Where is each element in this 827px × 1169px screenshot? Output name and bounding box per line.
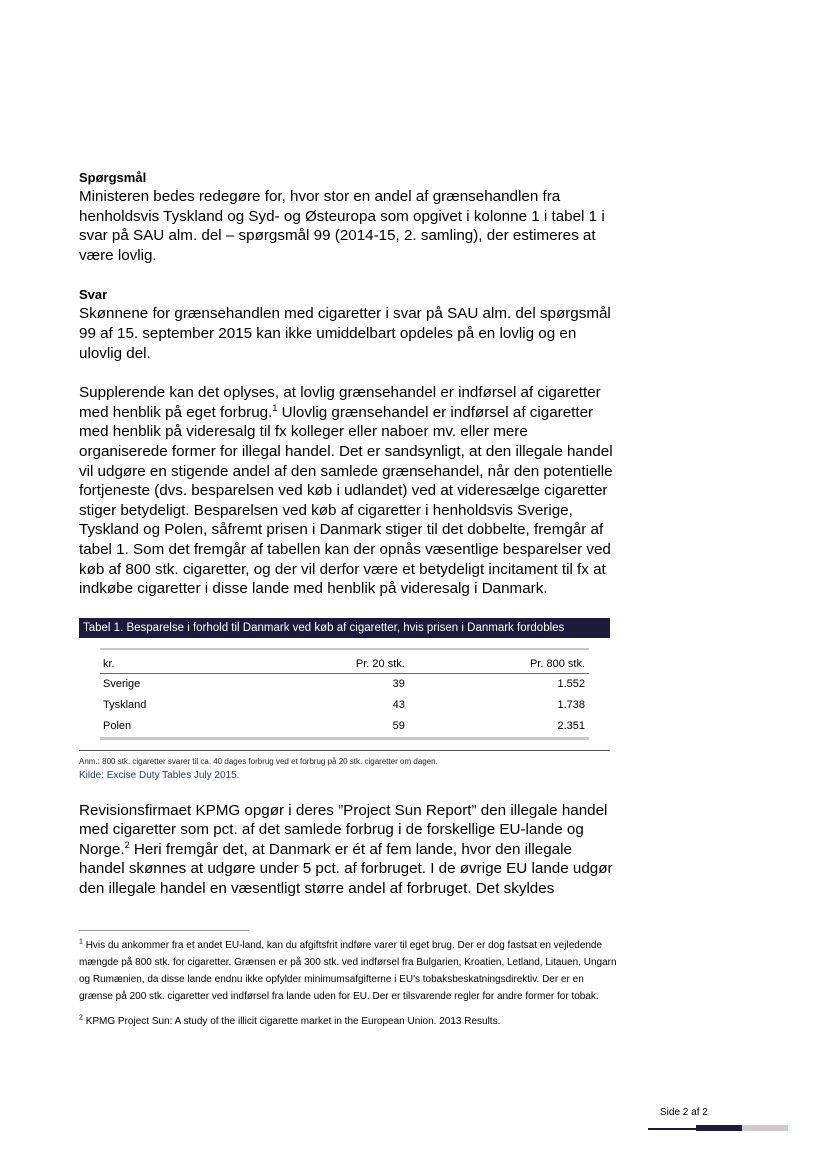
value-cell: 2.351 xyxy=(409,716,589,739)
country-cell: Sverige xyxy=(103,677,141,690)
table-row xyxy=(100,673,589,695)
paragraph-2-part-a: Supplerende kan det oplyses, at lovlig grænsehandel er indførsel af cigaretter med henblik på eget forbrug. xyxy=(79,384,601,421)
question-text: Ministeren bedes redegøre for, hvor stor en andel af grænsehandlen fra henholdsvis Tyskland og Syd- og Østeuropa som opgivet i kolonne 1 i tabel 1 i svar på SAU alm. del – spørgsmål 99 (2014-15, 2. samling), der estimeres at være lovlig. xyxy=(79,188,605,264)
footnotes xyxy=(79,937,619,1038)
footnote-text: KPMG Project Sun: A study of the illicit cigarette market in the European Union. 2013 Results. xyxy=(85,1016,501,1027)
main-content xyxy=(79,168,614,899)
footnote-number: 2 xyxy=(79,1014,83,1022)
table-row xyxy=(100,695,589,716)
value-cell: 59 xyxy=(246,716,408,739)
column-header-currency: kr. xyxy=(100,649,246,674)
footnote-text: Hvis du ankommer fra et andet EU-land, kan du afgiftsfrit indføre varer til eget brug. Der er dog fastsat en vejledende mængde på 800 stk. for cigaretter. Grænsen er på 300 stk. ved indførsel fra Bulgarien, Kroatien, Letland, Litauen, Ungarn og Rumænien, da disse lande endnu ikke opfylder minimumsafgifterne i EU's tobaksbeskatningsdirektiv. Der er en grænse på 200 stk. cigaretter ved indførsel fra lande uden for EU. Der er tilsvarende regler for andre former for tobak. xyxy=(79,940,617,1002)
footnote-number: 1 xyxy=(79,938,83,946)
country-cell: Polen xyxy=(100,716,246,739)
value-cell: 43 xyxy=(392,698,405,711)
country-cell: Tyskland xyxy=(103,698,147,711)
table-row xyxy=(100,716,589,739)
paragraph-3-part-a: Revisionsfirmaet KPMG opgør i deres ”Project Sun Report” den illegale handel med cigaretter som pct. af det samlede forbrug i de forskellige EU-lande og Norge. xyxy=(79,801,608,858)
footnote-2 xyxy=(79,1013,619,1030)
footnote-ref-2[interactable]: 2 xyxy=(124,839,130,850)
value-cell: 1.738 xyxy=(557,698,585,711)
footnote-1 xyxy=(79,937,619,1005)
answer-heading: Svar xyxy=(79,287,108,303)
table-header-row xyxy=(100,649,589,674)
table-title: Tabel 1. Besparelse i forhold til Danmark ved køb af cigaretter, hvis prisen i Danmark fordobles xyxy=(79,618,610,638)
answer-paragraph-3 xyxy=(79,801,614,899)
column-header-per-20: Pr. 20 stk. xyxy=(246,649,408,674)
value-cell: 39 xyxy=(392,677,405,690)
answer-paragraph-1: Skønnene for grænsehandlen med cigaretter i svar på SAU alm. del spørgsmål 99 af 15. september 2015 kan ikke umiddelbart opdeles på en lovlig og en ulovlig del. xyxy=(79,305,611,362)
page-number: Side 2 af 2 xyxy=(660,1107,708,1118)
footer-bar-segment xyxy=(648,1128,696,1130)
table-source: Kilde: Excise Duty Tables July 2015. xyxy=(79,769,240,781)
footer-bar-segment xyxy=(696,1125,742,1131)
footnote-ref-1[interactable]: 1 xyxy=(272,402,278,413)
value-cell: 1.552 xyxy=(557,677,585,690)
footnote-divider xyxy=(79,930,249,931)
answer-paragraph-2 xyxy=(79,383,614,599)
footer-bar-segment xyxy=(742,1125,788,1131)
column-header-per-800: Pr. 800 stk. xyxy=(409,649,589,674)
table-note: Anm.: 800 stk. cigaretter svarer til ca. 40 dages forbrug ved et forbrug på 20 stk. cigaretter om dagen. xyxy=(79,756,438,766)
paragraph-2-part-b: Ulovlig grænsehandel er indførsel af cigaretter med henblik på videresalg til fx kolleger eller naboer mv. eller mere organiserede former for illegal handel. Det er sandsynligt, at den illegale handel vil udgøre en stigende andel af den samlede grænsehandel, når den potentielle fortjeneste (dvs. besparelsen ved køb i udlandet) ved at videresælge cigaretter stiger betydeligt. Besparelsen ved køb af cigaretter i henholdsvis Sverige, Tyskland og Polen, såfremt prisen i Danmark stiger til det dobbelte, fremgår af tabel 1. Som det fremgår af tabellen kan der opnås væsentlige besparelser ved køb af 800 stk. cigaretter, og der vil derfor være et betydeligt incitament til fx at indkøbe cigaretter i disse lande med henblik på videresalg i Danmark. xyxy=(79,403,613,598)
question-heading: Spørgsmål xyxy=(79,170,147,185)
paragraph-3-part-b: Heri fremgår det, at Danmark er ét af fem lande, hvor den illegale handel skønnes at udgøre under 5 pct. af forbruget. I de øvrige EU lande udgør den illegale handel en væsentligt større andel af forbruget. Det skyldes xyxy=(79,840,613,898)
savings-table xyxy=(79,618,610,781)
